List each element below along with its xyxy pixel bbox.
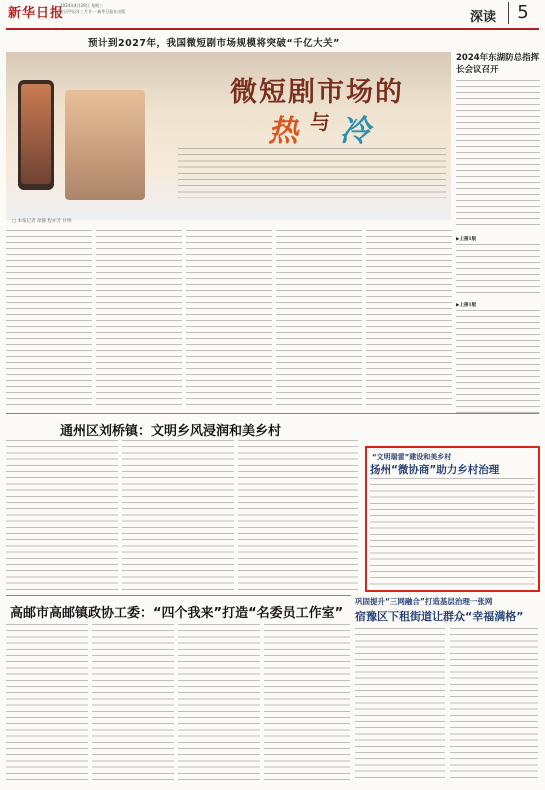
lead-body xyxy=(6,226,451,408)
page-number: 5 xyxy=(508,2,537,24)
section-rule xyxy=(6,595,351,596)
story2-title: 通州区刘桥镇：文明乡风浸润和美乡村 xyxy=(60,424,282,439)
newspaper-logo: 新华日报 xyxy=(8,6,65,21)
story3-kicker: 巩固提升“三网融合”打造基层治理一张网 xyxy=(355,597,493,606)
publisher-line: 农历甲辰年三月廿一 新华日报社出版 xyxy=(60,9,126,14)
lead-intro xyxy=(178,148,446,198)
story3-column xyxy=(355,628,445,783)
sidebar-text xyxy=(456,310,540,418)
story4-title: 高邮市高邮镇政协工委：“四个我来”打造“名委员工作室” xyxy=(10,606,344,621)
lead-title-and: 与 xyxy=(310,110,330,134)
lead-title: 微短剧市场的 xyxy=(230,77,404,108)
section-rule xyxy=(6,413,539,414)
lead-title-hot: 热 xyxy=(268,114,298,149)
sidebar-bullet: ▶上接1版 xyxy=(456,303,477,308)
figure-illustration xyxy=(65,90,145,200)
highlight-kicker: “文明瑞雷”建设和美乡村 xyxy=(372,453,452,461)
lead-kicker: 预计到2027年，我国微短剧市场规模将突破“千亿大关” xyxy=(88,38,340,49)
sidebar xyxy=(456,52,540,422)
highlight-body xyxy=(370,478,535,586)
masthead-meta xyxy=(60,3,125,15)
sidebar-bullet: ▶上接1版 xyxy=(456,237,477,242)
story2-column xyxy=(122,440,234,590)
highlight-title: 扬州“微协商”助力乡村治理 xyxy=(370,464,500,476)
story4-column xyxy=(92,624,174,784)
sidebar-text xyxy=(456,244,540,298)
story4-column xyxy=(6,624,88,784)
story4-column xyxy=(264,624,350,784)
lead-column xyxy=(276,226,362,408)
phone-screen xyxy=(21,84,51,184)
lead-title-cold: 冷 xyxy=(340,114,370,149)
lead-byline: □ 本报记者 徐静 程亦芳 付纳 xyxy=(12,219,72,224)
issue-date: 2024年4月29日 星期三 xyxy=(60,3,104,8)
story3-column xyxy=(450,628,538,778)
section-name: 深读 xyxy=(470,10,497,25)
lead-column xyxy=(186,226,272,408)
lead-column xyxy=(96,226,182,408)
story2-column xyxy=(238,440,358,590)
sidebar-title: 2024年东湖防总指挥长会议召开 xyxy=(456,53,540,75)
sidebar-text xyxy=(456,80,540,230)
lead-column xyxy=(6,226,92,408)
top-rule xyxy=(6,28,539,30)
story3-title: 宿豫区下租街道让群众“幸福满格” xyxy=(355,610,524,623)
story4-column xyxy=(178,624,260,784)
story2-column xyxy=(6,440,118,590)
lead-column xyxy=(366,226,452,408)
